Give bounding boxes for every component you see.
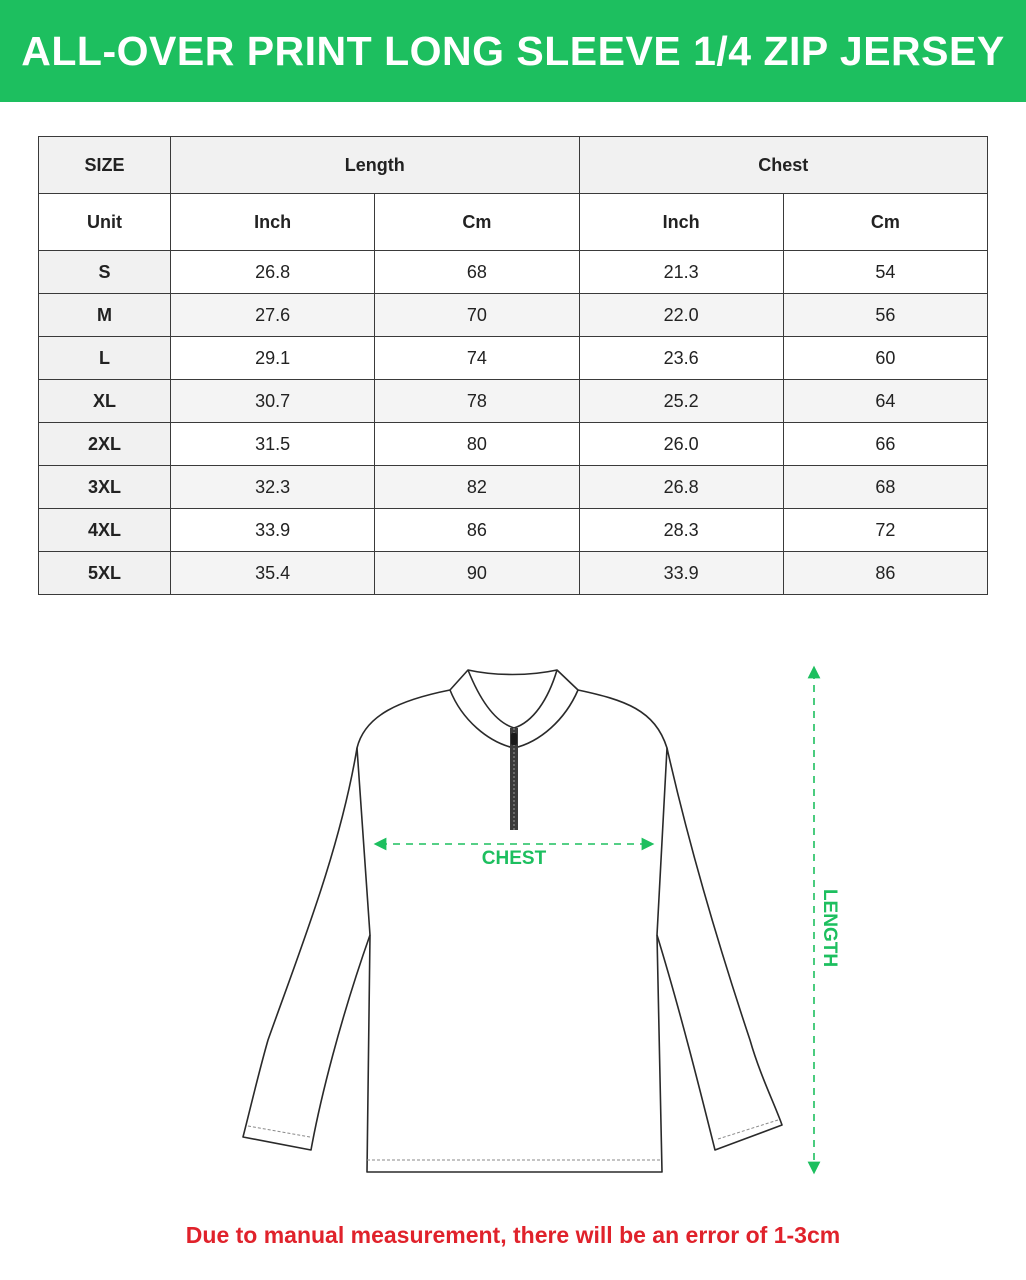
chest-inch-cell: 28.3 bbox=[579, 509, 783, 552]
length-cm-cell: 68 bbox=[375, 251, 579, 294]
table-row bbox=[39, 423, 988, 466]
chest-cm-cell: 56 bbox=[783, 294, 987, 337]
length-inch-cell: 35.4 bbox=[171, 552, 375, 595]
chest-cm-cell: 66 bbox=[783, 423, 987, 466]
table-row bbox=[39, 380, 988, 423]
length-cm-cell: 90 bbox=[375, 552, 579, 595]
length-cm-cell: 78 bbox=[375, 380, 579, 423]
length-cm-cell: 82 bbox=[375, 466, 579, 509]
table-row bbox=[39, 294, 988, 337]
table-row bbox=[39, 509, 988, 552]
table-row bbox=[39, 466, 988, 509]
chest-inch-cell: 22.0 bbox=[579, 294, 783, 337]
unit-header: Unit bbox=[39, 194, 171, 251]
chest-cm-cell: 64 bbox=[783, 380, 987, 423]
size-cell: 3XL bbox=[39, 466, 171, 509]
size-cell: 5XL bbox=[39, 552, 171, 595]
unit-header-row bbox=[39, 194, 988, 251]
length-cm-cell: 80 bbox=[375, 423, 579, 466]
size-cell: M bbox=[39, 294, 171, 337]
table-row bbox=[39, 251, 988, 294]
chest-cm-cell: 86 bbox=[783, 552, 987, 595]
chest-inch-cell: 33.9 bbox=[579, 552, 783, 595]
length-label: LENGTH bbox=[819, 888, 840, 968]
title-banner bbox=[0, 0, 1026, 102]
length-cm-cell: 86 bbox=[375, 509, 579, 552]
length-inch-cell: 31.5 bbox=[171, 423, 375, 466]
chest-cm-cell: 54 bbox=[783, 251, 987, 294]
measurement-disclaimer: Due to manual measurement, there will be an error of 1-3cm bbox=[185, 1222, 841, 1248]
chest-cm-cell: 72 bbox=[783, 509, 987, 552]
length-inch-cell: 30.7 bbox=[171, 380, 375, 423]
chest-inch-cell: 25.2 bbox=[579, 380, 783, 423]
length-inch-header: Inch bbox=[171, 194, 375, 251]
length-inch-cell: 26.8 bbox=[171, 251, 375, 294]
length-inch-cell: 27.6 bbox=[171, 294, 375, 337]
table-row bbox=[39, 552, 988, 595]
chest-header: Chest bbox=[579, 137, 988, 194]
chest-cm-cell: 68 bbox=[783, 466, 987, 509]
page-title: ALL-OVER PRINT LONG SLEEVE 1/4 ZIP JERSEY bbox=[21, 27, 1005, 74]
length-inch-cell: 32.3 bbox=[171, 466, 375, 509]
chest-cm-cell: 60 bbox=[783, 337, 987, 380]
size-cell: S bbox=[39, 251, 171, 294]
chest-inch-cell: 26.8 bbox=[579, 466, 783, 509]
size-header: SIZE bbox=[39, 137, 171, 194]
zipper bbox=[510, 728, 518, 830]
chest-cm-header: Cm bbox=[783, 194, 987, 251]
chest-inch-cell: 23.6 bbox=[579, 337, 783, 380]
chest-inch-header: Inch bbox=[579, 194, 783, 251]
size-cell: L bbox=[39, 337, 171, 380]
jersey-diagram bbox=[0, 610, 1026, 1210]
chest-label: CHEST bbox=[481, 848, 547, 869]
length-inch-cell: 29.1 bbox=[171, 337, 375, 380]
length-cm-header: Cm bbox=[375, 194, 579, 251]
stitching bbox=[248, 1120, 778, 1160]
length-inch-cell: 33.9 bbox=[171, 509, 375, 552]
size-cell: 4XL bbox=[39, 509, 171, 552]
size-cell: XL bbox=[39, 380, 171, 423]
size-chart-table bbox=[38, 136, 988, 595]
size-cell: 2XL bbox=[39, 423, 171, 466]
length-header: Length bbox=[171, 137, 580, 194]
table-header-row bbox=[39, 137, 988, 194]
length-cm-cell: 74 bbox=[375, 337, 579, 380]
table-row bbox=[39, 337, 988, 380]
chest-inch-cell: 21.3 bbox=[579, 251, 783, 294]
chest-inch-cell: 26.0 bbox=[579, 423, 783, 466]
length-cm-cell: 70 bbox=[375, 294, 579, 337]
